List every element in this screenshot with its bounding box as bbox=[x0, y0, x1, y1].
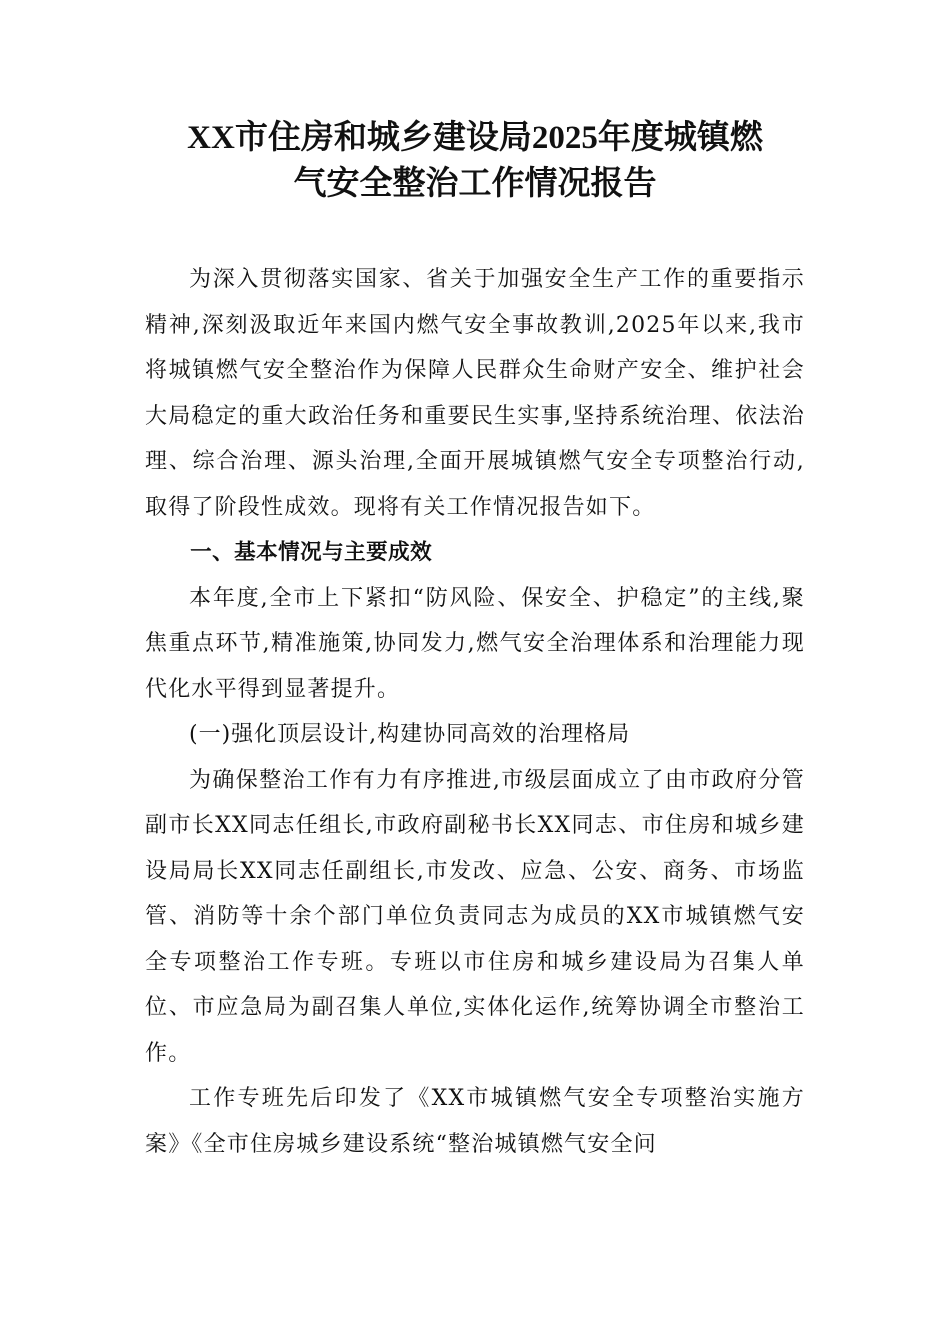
section-1-paragraph: 本年度,全市上下紧扣“防风险、保安全、护稳定”的主线,聚焦重点环节,精准施策,协同发力,燃气安全治理体系和治理能力现代化水平得到显著提升。 bbox=[145, 585, 805, 702]
title-line-1: XX市住房和城乡建设局2025年度城镇燃 bbox=[187, 120, 763, 156]
document-body bbox=[145, 257, 805, 1167]
subsection-1-paragraph-1: 为确保整治工作有力有序推进,市级层面成立了由市政府分管副市长XX同志任组长,市政府副秘书长XX同志、市住房和城乡建设局局长XX同志任副组长,市发改、应急、公安、商务、市场监管、消防等十余个部门单位负责同志为成员的XX市城镇燃气安全专项整治工作专班。专班以市住房和城乡建设局为召集人单位、市应急局为副召集人单位,实体化运作,统筹协调全市整治工作。 bbox=[145, 767, 805, 1066]
title-line-2: 气安全整治工作情况报告 bbox=[293, 166, 657, 202]
subsection-heading-1: (一)强化顶层设计,构建协同高效的治理格局 bbox=[189, 722, 631, 747]
document-page bbox=[145, 115, 805, 1167]
document-title bbox=[145, 115, 805, 207]
subsection-1-paragraph-2: 工作专班先后印发了《XX市城镇燃气安全专项整治实施方案》《全市住房城乡建设系统“整治城镇燃气安全问 bbox=[145, 1086, 805, 1157]
intro-paragraph: 为深入贯彻落实国家、省关于加强安全生产工作的重要指示精神,深刻汲取近年来国内燃气安全事故教训,2025年以来,我市将城镇燃气安全整治作为保障人民群众生命财产安全、维护社会大局稳定的重大政治任务和重要民生实事,坚持系统治理、依法治理、综合治理、源头治理,全面开展城镇燃气安全专项整治行动,取得了阶段性成效。现将有关工作情况报告如下。 bbox=[145, 267, 805, 520]
section-heading-1: 一、基本情况与主要成效 bbox=[190, 540, 433, 565]
